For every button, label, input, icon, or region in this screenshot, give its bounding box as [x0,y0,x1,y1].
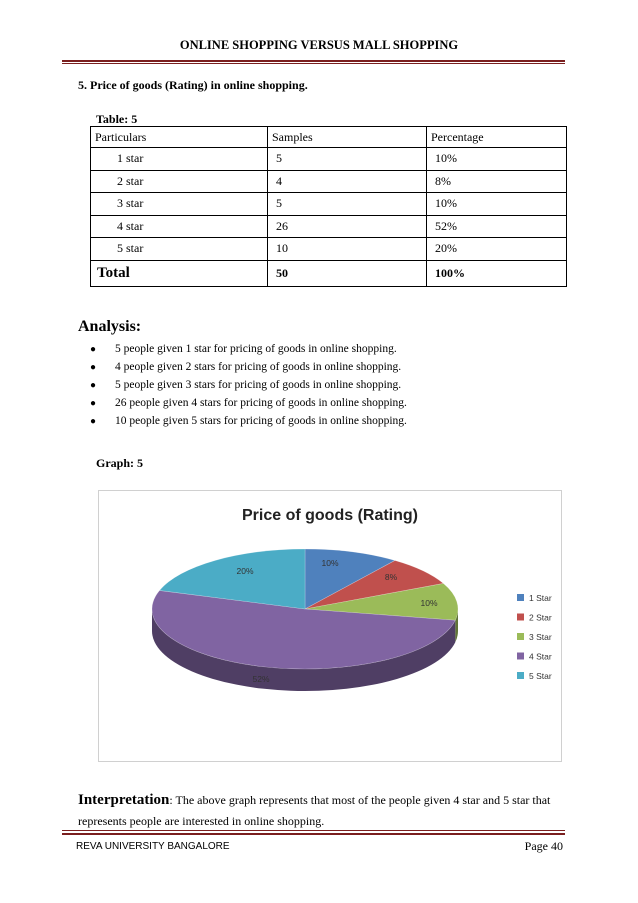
legend-label: 5 Star [529,671,552,681]
table-cell: 10% [427,148,567,171]
header-rule [62,60,565,62]
legend-label: 4 Star [529,651,552,662]
list-item-text: 10 people given 5 stars for pricing of goods in online shopping. [115,415,407,427]
page-header-title: ONLINE SHOPPING VERSUS MALL SHOPPING [179,38,459,52]
list-item [90,394,407,412]
table-row [91,215,567,238]
chart-frame [98,490,562,762]
table-header-row [91,127,567,148]
table-cell: 10 [268,238,427,261]
legend-swatch [517,614,524,621]
legend-label: 1 Star [529,593,552,603]
legend-swatch [517,653,524,660]
legend-label: 3 Star [529,632,552,642]
analysis-heading: Analysis: [78,318,142,335]
legend-swatch [517,633,524,640]
bullet-icon: ● [90,398,97,409]
chart-title: Price of goods (Rating) [242,507,418,524]
pie-data-label: 10% [321,558,339,568]
list-item-text: 4 people given 2 stars for pricing of goods in online shopping. [115,361,402,373]
table-cell: 8% [427,170,567,193]
list-item-text: 26 people given 4 stars for pricing of goods in online shopping. [115,397,407,409]
pie-data-label: 52% [252,674,270,684]
table-cell: 26 [268,215,427,238]
list-item-text: 5 people given 1 star for pricing of goods in online shopping. [115,343,397,355]
table-row [91,170,567,193]
table-row [91,193,567,216]
table-cell: 5 [268,148,427,171]
table-cell: 3 star [91,193,268,216]
footer-rule-thin [62,830,565,831]
table-total-cell: 50 [268,260,427,286]
rating-table [90,126,567,287]
list-item [90,412,407,430]
interpretation-label: Interpretation [78,792,170,808]
pie-chart [99,491,561,761]
table-cell: 5 star [91,238,268,261]
table-header-cell: Percentage [427,127,567,148]
table-row [91,238,567,261]
interpretation-paragraph [78,790,568,832]
bullet-icon: ● [90,416,97,427]
table-header-cell: Samples [268,127,427,148]
table-total-cell: Total [91,260,268,286]
table-cell: 1 star [91,148,268,171]
table-cell: 20% [427,238,567,261]
pie-data-label: 20% [236,566,254,576]
table-cell: 5 [268,193,427,216]
interpretation-text: : The above graph represents that most of the people given 4 star and 5 star that represents people are interested in online shopping. [78,793,551,828]
table-cell: 52% [427,215,567,238]
table-total-row [91,260,567,286]
table-row [91,148,567,171]
graph-caption: Graph: 5 [96,456,144,470]
footer-institution: REVA UNIVERSITY BANGALORE [76,841,230,852]
legend-swatch [517,672,524,679]
table-caption: Table: 5 [96,112,138,126]
table-cell: 4 star [91,215,268,238]
table-total-cell: 100% [427,260,567,286]
pie-data-label: 10% [420,598,438,608]
table-cell: 10% [427,193,567,216]
bullet-icon: ● [90,380,97,391]
header-rule-thin [62,63,565,64]
bullet-icon: ● [90,362,97,373]
page-number: Page 40 [524,839,563,853]
analysis-list [90,340,407,430]
table-header-cell: Particulars [91,127,268,148]
list-item [90,340,407,358]
pie-data-label: 8% [384,572,398,582]
list-item [90,376,407,394]
question-heading: 5. Price of goods (Rating) in online shopping. [78,78,308,92]
bullet-icon: ● [90,344,97,355]
list-item-text: 5 people given 3 stars for pricing of goods in online shopping. [115,379,402,391]
legend-swatch [517,594,524,601]
legend-label: 2 Star [529,612,552,623]
table-cell: 2 star [91,170,268,193]
table-cell: 4 [268,170,427,193]
footer-rule [62,833,565,835]
list-item [90,358,407,376]
